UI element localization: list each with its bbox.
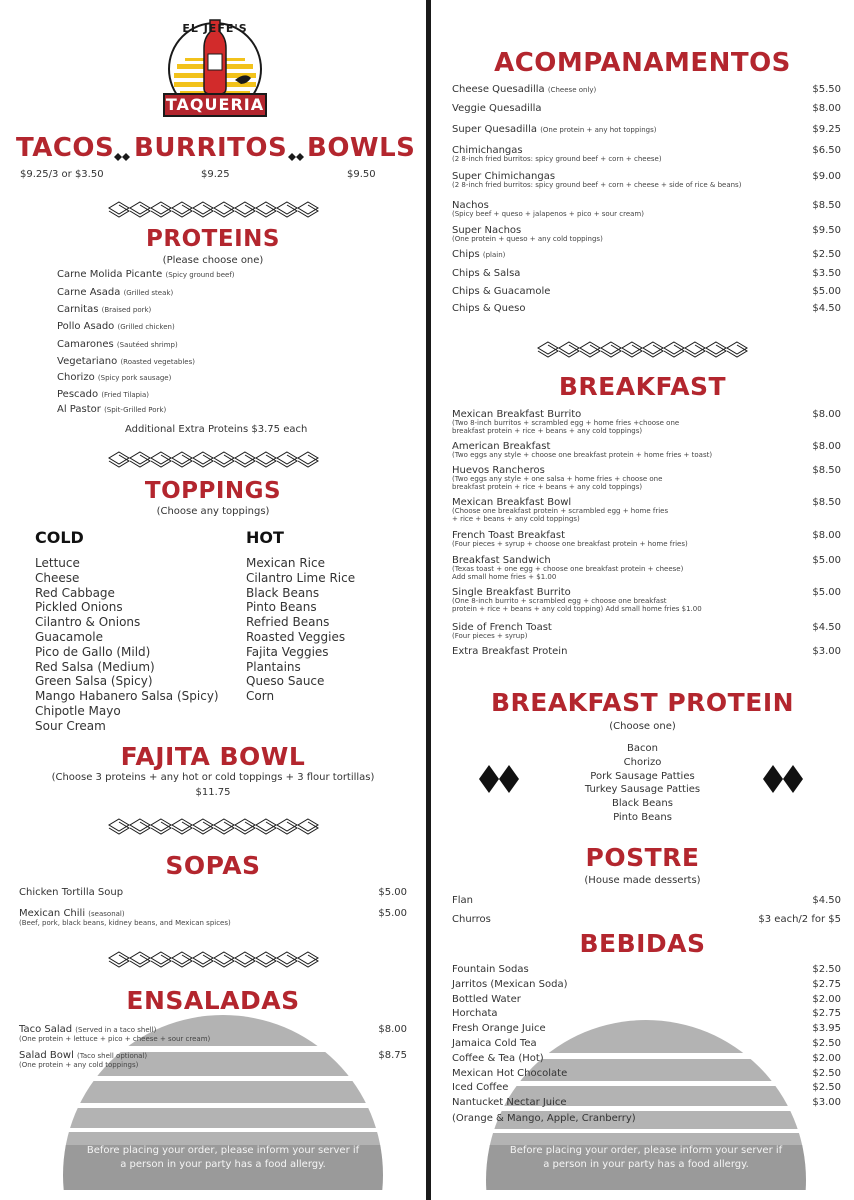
breakfast-protein-item: Chorizo — [623, 756, 662, 768]
item-price: $3.00 — [812, 1097, 841, 1109]
item-note: (Sautéed shrimp) — [116, 341, 178, 349]
menu-item-name — [452, 1023, 546, 1034]
menu-item-name — [452, 914, 491, 925]
item-price: $3.00 — [812, 646, 841, 657]
fajita-title: FAJITA BOWL — [120, 742, 306, 771]
bebidas-title: BEBIDAS — [579, 929, 706, 958]
item-name: Carnitas — [57, 304, 99, 315]
item-name: Iced Coffee — [452, 1082, 509, 1094]
diamond-pair-left-icon — [479, 765, 519, 797]
item-description: (Four pieces + syrup + choose one breakfast protein + home fries) — [452, 540, 688, 548]
item-price: $2.50 — [812, 1067, 841, 1079]
item-note: (Spit-Grilled Pork) — [104, 406, 167, 414]
item-note: (One protein + any hot toppings) — [540, 126, 657, 134]
price-bowls: $9.50 — [347, 169, 376, 180]
menu-item-name — [452, 1008, 498, 1019]
allergy-notice-right — [481, 1144, 811, 1172]
menu-item-name — [452, 895, 473, 906]
menu-item-name — [452, 1038, 537, 1049]
menu-item-name — [452, 103, 542, 114]
topping-cold-item: Red Cabbage — [35, 585, 115, 600]
allergy-notice-left — [58, 1144, 388, 1172]
item-note: (Grilled chicken) — [117, 323, 175, 331]
diamond-divider-icon — [108, 817, 322, 835]
item-description: protein + rice + beans + any cold topping) Add small home fries $1.00 — [452, 605, 702, 613]
item-name: Cheese Quesadilla — [452, 84, 545, 95]
topping-cold-item: Chipotle Mayo — [35, 703, 121, 718]
topping-cold-item: Guacamole — [35, 629, 103, 644]
item-name: American Breakfast — [452, 441, 551, 452]
item-price: $2.00 — [812, 1052, 841, 1064]
breakfast-protein-item: Bacon — [627, 743, 658, 754]
toppings-cold-list — [35, 556, 219, 734]
item-price: $5.00 — [378, 908, 407, 919]
menu-item-name — [57, 304, 151, 315]
topping-hot-item: Roasted Veggies — [246, 629, 346, 644]
item-price: $9.25 — [812, 124, 841, 135]
topping-cold-item: Mango Habanero Salsa (Spicy) — [35, 689, 219, 704]
item-name: Chips & Guacamole — [452, 286, 551, 297]
item-name: Nachos — [452, 200, 489, 211]
topping-cold-item: Pico de Gallo (Mild) — [35, 644, 151, 659]
item-description: (One 8-inch burrito + scrambled egg + choose one breakfast — [452, 597, 667, 605]
item-name: Super Nachos — [452, 225, 522, 236]
item-name: Flan — [452, 895, 473, 906]
item-name: Jamaica Cold Tea — [452, 1038, 537, 1049]
item-price: $9.00 — [812, 171, 841, 182]
item-name: Chimichangas — [452, 145, 523, 156]
item-name: Mexican Breakfast Bowl — [452, 497, 572, 508]
menu-item-name — [452, 994, 521, 1005]
item-note: (seasonal) — [88, 910, 125, 918]
item-note: (plain) — [482, 251, 506, 259]
item-price: $5.00 — [812, 587, 841, 598]
item-name: Camarones — [57, 339, 114, 350]
fajita-subtitle: (Choose 3 proteins + any hot or cold toppings + 3 flour tortillas) — [51, 772, 375, 783]
item-price: $4.50 — [812, 895, 841, 906]
title-burritos: BURRITOS — [134, 133, 288, 163]
topping-hot-item: Fajita Veggies — [246, 644, 329, 659]
allergy-line2: a person in your party has a food allergy. — [543, 1159, 749, 1170]
acomp-title: ACOMPANAMENTOS — [494, 48, 791, 78]
item-description: (One protein + lettuce + pico + cheese + sour cream) — [19, 1035, 211, 1043]
topping-cold-item: Pickled Onions — [35, 600, 123, 615]
item-price: $9.50 — [812, 225, 841, 236]
item-price: $2.50 — [812, 1082, 841, 1094]
logo — [150, 14, 280, 118]
item-name: Al Pastor — [57, 404, 101, 415]
title-bowls: BOWLS — [307, 133, 416, 163]
item-description: (2 8-inch fried burritos: spicy ground beef + corn + cheese) — [452, 155, 662, 163]
menu-item-name — [57, 269, 235, 280]
toppings-cold-title: COLD — [35, 528, 84, 547]
menu-item-name — [57, 339, 178, 350]
ensaladas-title: ENSALADAS — [126, 986, 300, 1015]
postre-subtitle: (House made desserts) — [584, 875, 701, 886]
item-price: $8.00 — [812, 530, 841, 541]
item-note: (Fried Tilapia) — [101, 391, 150, 399]
bprotein-title: BREAKFAST PROTEIN — [490, 688, 795, 717]
bebidas-juice-note: (Orange & Mango, Apple, Cranberry) — [452, 1113, 636, 1124]
item-name: Mexican Chili — [19, 908, 86, 919]
breakfast-protein-item: Pinto Beans — [613, 811, 672, 823]
item-name: French Toast Breakfast — [452, 530, 565, 541]
logo-banner-text: TAQUERIA — [165, 95, 265, 114]
allergy-line1: Before placing your order, please inform your server if — [509, 1145, 783, 1156]
item-name: Pollo Asado — [57, 321, 115, 332]
item-price: $2.75 — [812, 1008, 841, 1020]
proteins-extra: Additional Extra Proteins $3.75 each — [125, 424, 308, 435]
item-description: (One protein + queso + any cold toppings) — [452, 235, 603, 243]
topping-hot-item: Corn — [246, 689, 275, 704]
menu-item-name — [19, 887, 123, 898]
topping-hot-item: Cilantro Lime Rice — [246, 570, 356, 585]
item-description: (Two eggs any style + one salsa + home fries + choose one — [452, 475, 663, 483]
diamond-divider-icon — [108, 450, 322, 468]
item-name: Churros — [452, 914, 491, 925]
postre-title: POSTRE — [585, 843, 700, 872]
menu-item-name — [452, 979, 568, 990]
item-price: $5.50 — [812, 84, 841, 95]
item-price: $5.00 — [812, 286, 841, 297]
bprotein-subtitle: (Choose one) — [609, 721, 676, 732]
breakfast-title: BREAKFAST — [558, 372, 727, 401]
toppings-hot-list — [246, 556, 355, 704]
toppings-title: TOPPINGS — [144, 478, 282, 504]
breakfast-protein-item: Pork Sausage Patties — [590, 770, 695, 782]
item-name: Huevos Rancheros — [452, 465, 545, 476]
topping-hot-item: Plantains — [246, 659, 301, 674]
item-price: $2.75 — [812, 978, 841, 990]
menu-item-name — [19, 908, 125, 919]
item-name: Veggie Quesadilla — [452, 103, 542, 114]
item-price: $6.50 — [812, 145, 841, 156]
item-price: $4.50 — [812, 303, 841, 314]
item-price: $2.50 — [812, 964, 841, 975]
breakfast-protein-item: Black Beans — [612, 798, 673, 810]
item-name: Super Chimichangas — [452, 171, 556, 182]
item-note: (Grilled steak) — [123, 289, 174, 297]
menu-item-name — [452, 268, 520, 279]
item-name: Nantucket Nectar Juice — [452, 1097, 567, 1109]
item-name: Jarritos (Mexican Soda) — [452, 978, 568, 990]
item-name: Vegetariano — [57, 356, 118, 367]
proteins-subtitle: (Please choose one) — [162, 255, 264, 266]
item-name: Horchata — [452, 1008, 498, 1020]
item-note: (Taco shell optional) — [77, 1052, 148, 1060]
menu-item-name — [57, 404, 166, 415]
item-name: Chips & Queso — [452, 303, 526, 314]
topping-cold-item: Cheese — [35, 570, 80, 585]
item-name: Fountain Sodas — [452, 964, 529, 975]
item-name: Extra Breakfast Protein — [452, 646, 568, 657]
item-price: $8.75 — [378, 1050, 407, 1061]
item-price: $2.50 — [812, 1038, 841, 1049]
menu-item-name — [452, 1097, 567, 1108]
diamond-divider-icon — [108, 200, 322, 218]
item-price: $3 each/2 for $5 — [758, 914, 841, 925]
allergy-line1: Before placing your order, please inform your server if — [86, 1145, 360, 1156]
menu-item-name — [452, 646, 567, 657]
topping-hot-item: Mexican Rice — [246, 556, 325, 570]
menu-item-name — [452, 124, 657, 135]
item-name: Super Quesadilla — [452, 124, 537, 135]
item-name: Coffee & Tea (Hot) — [452, 1052, 544, 1064]
title-tacos: TACOS — [16, 133, 115, 163]
item-description: breakfast protein + rice + beans + any cold toppings) — [452, 483, 643, 491]
item-description: (Two 8-inch burritos + scrambled egg + home fries +choose one — [452, 419, 680, 427]
item-name: Side of French Toast — [452, 622, 552, 633]
item-description: (Texas toast + one egg + choose one breakfast protein + cheese) — [452, 565, 684, 573]
item-name: Chips — [452, 249, 480, 260]
topping-cold-item: Lettuce — [35, 556, 80, 570]
toppings-hot-title: HOT — [246, 528, 284, 547]
item-price: $2.50 — [812, 249, 841, 260]
item-name: Salad Bowl — [19, 1050, 74, 1061]
item-price: $8.50 — [812, 497, 841, 508]
item-price: $2.00 — [812, 993, 841, 1005]
item-name: Bottled Water — [452, 993, 521, 1005]
column-divider — [426, 0, 431, 1200]
item-name: Chorizo — [57, 372, 95, 383]
item-name: Pescado — [57, 389, 99, 400]
menu-item-name — [452, 1082, 508, 1093]
sopas-title: SOPAS — [165, 851, 261, 880]
item-price: $8.50 — [812, 465, 841, 476]
menu-item-name — [19, 1050, 147, 1061]
item-note: (Served in a taco shell) — [75, 1026, 157, 1034]
item-description: breakfast protein + rice + beans + any cold toppings) — [452, 427, 643, 435]
menu-item-name — [452, 286, 550, 297]
item-name: Breakfast Sandwich — [452, 555, 551, 566]
item-description: + rice + beans + any cold toppings) — [452, 515, 580, 523]
item-price: $5.00 — [812, 555, 841, 566]
item-price: $8.00 — [812, 441, 841, 452]
breakfast-protein-item: Turkey Sausage Patties — [584, 784, 701, 796]
price-tacos: $9.25/3 or $3.50 — [20, 169, 104, 180]
menu-item-name — [452, 249, 505, 260]
topping-hot-item: Queso Sauce — [246, 674, 325, 689]
item-note: (Spicy ground beef) — [165, 271, 235, 279]
item-note: (Roasted vegetables) — [120, 358, 195, 366]
menu-item-name — [452, 303, 526, 314]
diamond-pair-icon — [114, 146, 130, 165]
menu-item-name — [19, 1024, 156, 1035]
menu-item-name — [452, 964, 529, 975]
topping-cold-item: Red Salsa (Medium) — [35, 659, 155, 674]
item-price: $8.50 — [812, 200, 841, 211]
item-description: (Two eggs any style + choose one breakfast protein + home fries + toast) — [452, 451, 713, 459]
item-note: (Cheese only) — [547, 86, 597, 94]
topping-hot-item: Pinto Beans — [246, 600, 317, 615]
topping-cold-item: Green Salsa (Spicy) — [35, 674, 153, 689]
menu-item-name — [452, 1053, 544, 1064]
item-description: (Beef, pork, black beans, kidney beans, and Mexican spices) — [19, 919, 231, 927]
item-name: Mexican Breakfast Burrito — [452, 409, 582, 420]
item-name: Carne Asada — [57, 287, 121, 298]
diamond-divider-icon — [537, 340, 751, 358]
logo-top-text: EL JEFE'S — [182, 22, 248, 35]
item-description: (2 8-inch fried burritos: spicy ground beef + corn + cheese + side of rice & beans) — [452, 181, 742, 189]
item-price: $3.95 — [812, 1023, 841, 1035]
item-price: $4.50 — [812, 622, 841, 633]
item-price: $5.00 — [378, 887, 407, 898]
diamond-divider-icon — [108, 950, 322, 968]
proteins-title: PROTEINS — [146, 226, 280, 252]
menu-item-name — [57, 287, 173, 298]
menu-item-name — [57, 356, 195, 367]
topping-hot-item: Refried Beans — [246, 615, 330, 630]
item-name: Chips & Salsa — [452, 268, 521, 279]
item-description: (Spicy beef + queso + jalapenos + pico + sour cream) — [452, 210, 644, 218]
item-description: Add small home fries + $1.00 — [452, 573, 557, 581]
item-price: $8.00 — [812, 103, 841, 114]
item-name: Taco Salad — [19, 1024, 73, 1035]
topping-hot-item: Black Beans — [246, 585, 320, 600]
item-note: (Braised pork) — [101, 306, 152, 314]
item-name: Chicken Tortilla Soup — [19, 887, 124, 898]
menu-item-name — [57, 389, 149, 400]
price-burritos: $9.25 — [201, 169, 230, 180]
item-price: $3.50 — [812, 268, 841, 279]
menu-item-name — [452, 1068, 567, 1079]
diamond-pair-right-icon — [763, 765, 803, 797]
item-price: $8.00 — [812, 409, 841, 420]
item-description: (Choose one breakfast protein + scrambled egg + home fries — [452, 507, 669, 515]
topping-cold-item: Sour Cream — [35, 718, 106, 733]
menu-item-name — [57, 372, 171, 383]
item-description: (Four pieces + syrup) — [452, 632, 528, 640]
fajita-price: $11.75 — [195, 787, 231, 798]
menu-item-name — [452, 84, 596, 95]
item-name: Carne Molida Picante — [57, 269, 163, 280]
item-note: (Spicy pork sausage) — [97, 374, 172, 382]
menu-item-name — [57, 321, 175, 332]
topping-cold-item: Cilantro & Onions — [35, 615, 141, 630]
item-name: Mexican Hot Chocolate — [452, 1067, 568, 1079]
item-name: Single Breakfast Burrito — [452, 587, 571, 598]
item-price: $8.00 — [378, 1024, 407, 1035]
item-name: Fresh Orange Juice — [452, 1023, 546, 1035]
item-description: (One protein + any cold toppings) — [19, 1061, 139, 1069]
toppings-subtitle: (Choose any toppings) — [156, 506, 270, 517]
diamond-pair-icon — [288, 146, 304, 165]
allergy-line2: a person in your party has a food allergy. — [120, 1159, 326, 1170]
